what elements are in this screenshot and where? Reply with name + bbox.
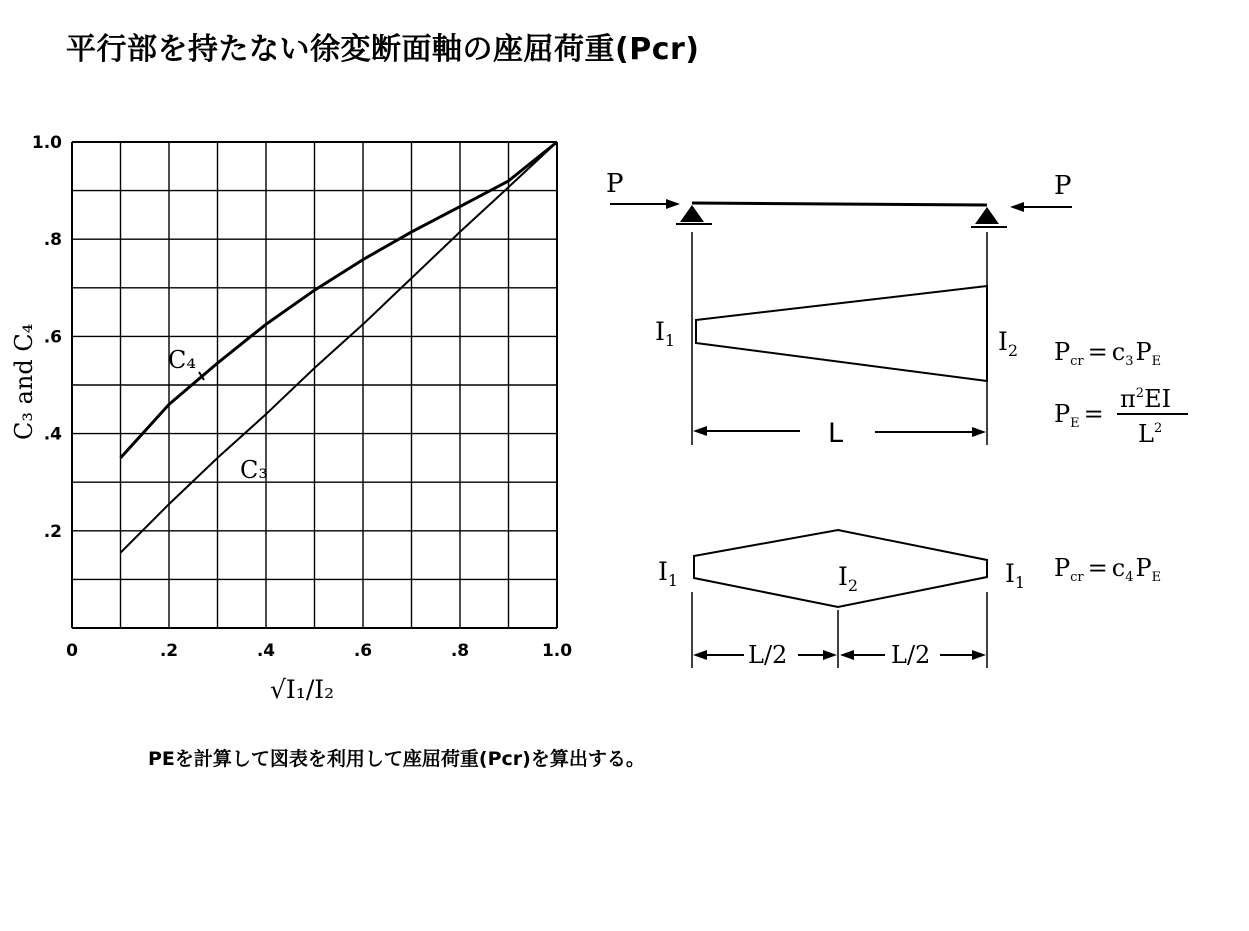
y-tick-label: .2 bbox=[43, 521, 62, 542]
dimension-half-left: L/2 bbox=[748, 641, 788, 669]
x-tick-label: .4 bbox=[256, 641, 276, 661]
dimension-half-right: L/2 bbox=[891, 641, 931, 669]
beam-line bbox=[692, 203, 987, 205]
formula-pcr-c3: $P_{cr} = c_3P_E$ bbox=[1054, 338, 1162, 369]
tapered-member bbox=[696, 286, 987, 381]
load-right-label: P bbox=[1054, 171, 1072, 201]
formula-pe-denominator: $L^2$ bbox=[1138, 420, 1163, 448]
y-tick-label: .4 bbox=[43, 424, 62, 445]
label-i1-b: $I_1$ bbox=[658, 557, 679, 590]
y-tick-label: .8 bbox=[43, 230, 62, 251]
formula-pcr-c4: $P_{cr} = c_4P_E$ bbox=[1054, 554, 1162, 585]
label-i2-a: $I_2$ bbox=[998, 327, 1019, 360]
x-tick-label: .6 bbox=[353, 641, 373, 661]
formula-pe-numerator: $\pi^2EI$ bbox=[1120, 385, 1172, 413]
chart-grid bbox=[72, 142, 557, 628]
y-tick-label: 1.0 bbox=[31, 133, 62, 153]
x-tick-label: 0 bbox=[66, 641, 78, 661]
x-tick-label: .2 bbox=[159, 641, 179, 661]
x-tick-label: .8 bbox=[450, 641, 470, 661]
buckling-coefficient-chart bbox=[10, 133, 572, 704]
support-left bbox=[680, 205, 704, 222]
series-line-c4 bbox=[121, 142, 558, 458]
label-i1-a: $I_1$ bbox=[655, 317, 676, 350]
page-title: 平行部を持たない徐変断面軸の座屈荷重(Pcr) bbox=[66, 32, 700, 67]
support-right bbox=[975, 207, 999, 224]
label-i2-b: $I_2$ bbox=[838, 562, 859, 595]
caption-text: PEを計算して図表を利用して座屈荷重(Pcr)を算出する。 bbox=[148, 748, 645, 770]
label-i1-c: $I_1$ bbox=[1005, 559, 1026, 592]
x-tick-label: 1.0 bbox=[541, 641, 573, 661]
x-axis-label: √I₁/I₂ bbox=[270, 675, 335, 704]
chart-ticks bbox=[32, 133, 572, 661]
y-tick-label: .6 bbox=[43, 327, 62, 348]
series-label-c3: C₃ bbox=[240, 456, 268, 484]
y-axis-label: C₃ and C₄ bbox=[10, 323, 38, 440]
load-left-label: P bbox=[606, 169, 624, 199]
formula-pe: $P_E$ = bbox=[1054, 400, 1104, 431]
beam-diagram bbox=[606, 169, 1188, 669]
dimension-l: L bbox=[828, 418, 844, 449]
series-label-c4: C₄ bbox=[168, 346, 196, 374]
